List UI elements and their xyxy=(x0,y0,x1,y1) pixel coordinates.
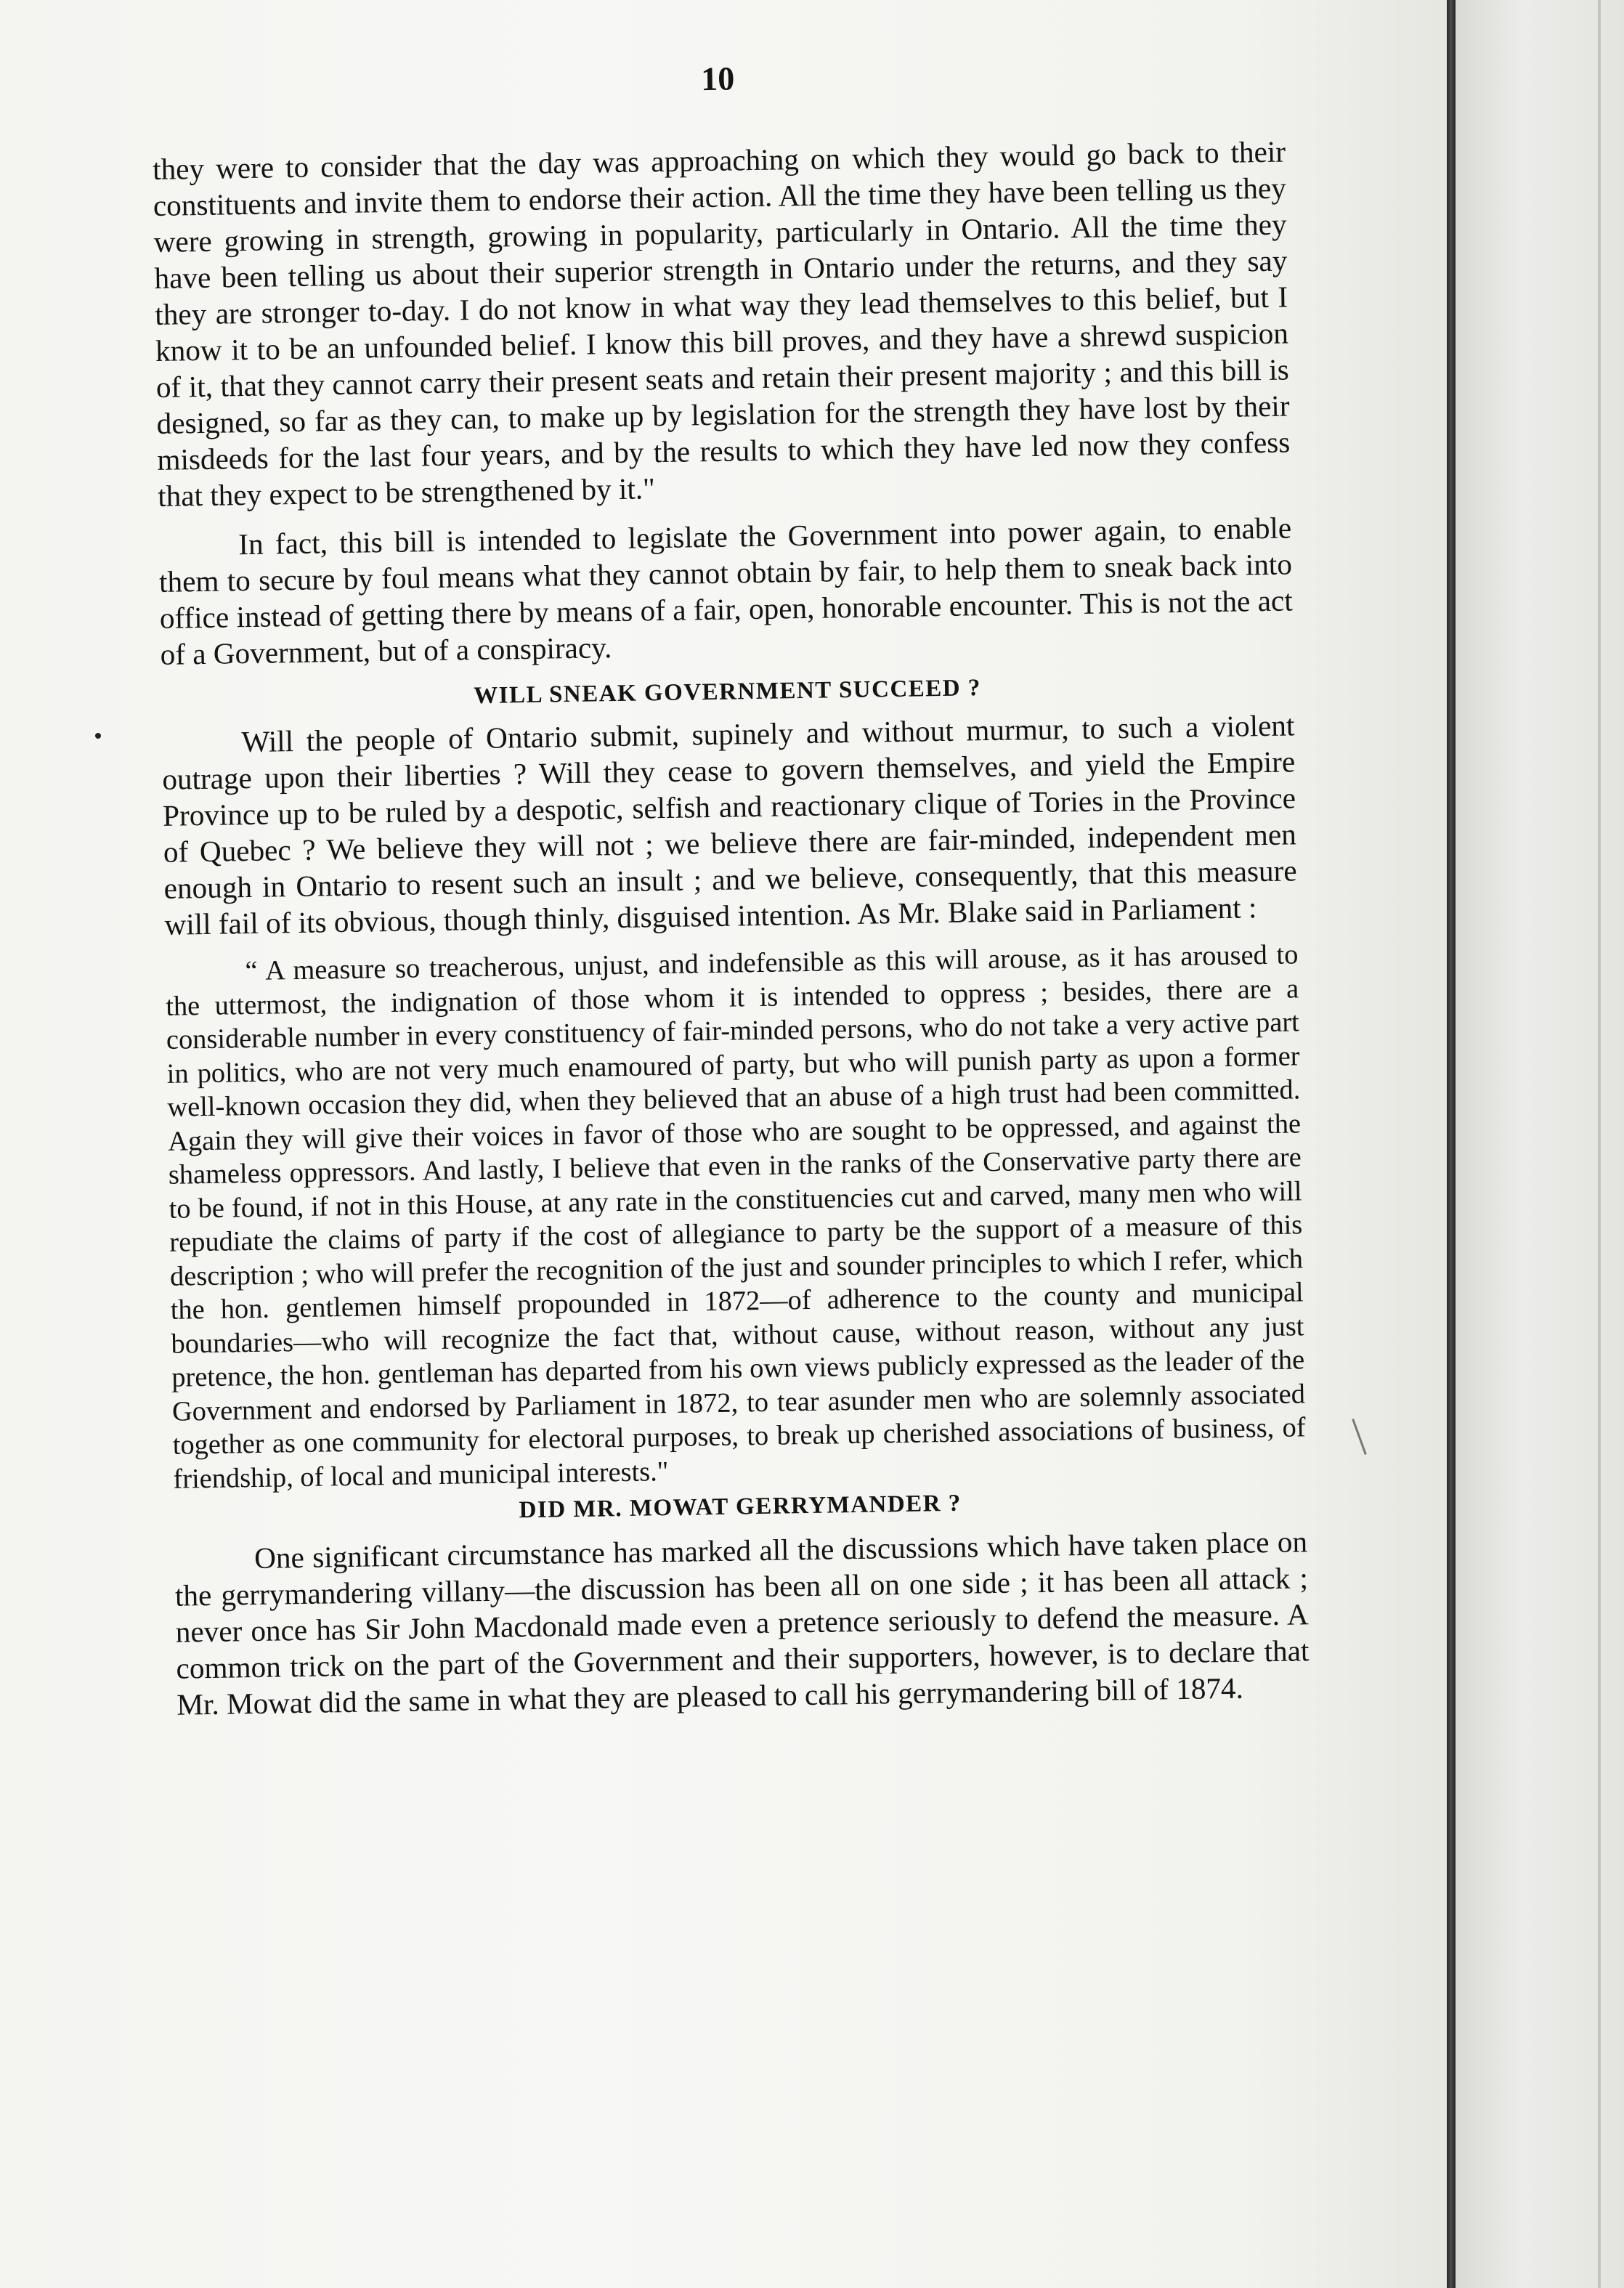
section-heading: WILL SNEAK GOVERNMENT SUCCEED ? xyxy=(473,675,982,710)
body-paragraph: In fact, this bill is intended to legislate the Government into power again, to enable them to secure by foul means what they cannot obtain by fair, to help them to sneak back into office instead of getting there by means of a fair, open, honorable encounter. This is not the act of a Government, but of a conspiracy. xyxy=(158,511,1294,671)
body-paragraph-continued: they were to consider that the day was approaching on which they would go back to their constituents and invite them to endorse their action. All the time they have been telling us they were growing in strength, growing in popularity, particularly in Ontario. All the time they have been telling us about their superior strength in Ontario under the returns, and they say they are stronger to-day. I do not know in what way they lead themselves to this belief, but I know it to be an unfounded belief. I know this bill proves, and they have a shrewd suspicion of it, that they cannot carry their present seats and retain their present majority ; and this bill is designed, so far as they can, to make up by legislation for the strength they have lost by their misdeeds for the last four years, and by the results to which they have led now they confess that they expect to be strengthened by it." xyxy=(152,134,1291,513)
body-paragraph: One significant circumstance has marked all the discussions which have taken place on the gerrymandering villany—the discussion has been all on one side ; it has been all attack ; never once has Sir John Macdonald made even a pretence seriously to defend the measure. A common trick on the part of the Government and their supporters, however, is to declare that Mr. Mowat did the same in what they are pleased to call his gerrymandering bill of 1874. xyxy=(174,1525,1310,1721)
block-quote: “ A measure so treacherous, unjust, and indefensible as this will arouse, as it has aroused to the uttermost, the indignation of those whom it is intended to oppress ; besides, there are a considerable number in every constituency of fair-minded persons, who do not take a very active part in politics, who are not very much enamoured of party, but who will punish party as upon a former well-known occasion they did, when they believed that an abuse of a high trust had been committed. Again they will give their voices in favor of those who are sought to be oppressed, and against the shameless oppressors. And lastly, I believe that even in the ranks of the Conservative party there are to be found, if not in this House, at any rate in the constituencies cut and carved, many men who will repudiate the claims of party if the cost of allegiance to party be the support of a measure of this description ; who will prefer the recognition of the just and sounder principles to which I refer, which the hon. gentlemen himself propounded in 1872—of adherence to the county and municipal boundaries—who will recognize the fact that, without cause, without reason, without any just pretence, the hon. gentleman has departed from his own views publicly expressed as the leader of the Government and endorsed by Parliament in 1872, to tear asunder men who are solemnly associated together as one community for electoral purposes, to break up cherished associations of business, of friendship, of local and municipal interests." xyxy=(165,939,1306,1495)
page-text-block xyxy=(151,52,1310,1722)
section-heading: DID MR. MOWAT GERRYMANDER ? xyxy=(519,1490,962,1524)
binding-edge xyxy=(1447,0,1455,2288)
page-number: 10 xyxy=(700,60,735,98)
body-paragraph: Will the people of Ontario submit, supinely and without murmur, to such a violent outrage upon their liberties ? Will they cease to govern themselves, and yield the Empire Province up to be ruled by a despotic, selfish and reactionary clique of Tories in the Province of Quebec ? We believe they will not ; we believe there are fair-minded, independent men enough in Ontario to resent such an insult ; and we believe, consequently, that this measure will fail of its obvious, though thinly, disguised intention. As Mr. Blake said in Parliament : xyxy=(161,708,1297,941)
next-page-rule xyxy=(1598,0,1601,2288)
margin-ink-dot xyxy=(95,733,101,739)
